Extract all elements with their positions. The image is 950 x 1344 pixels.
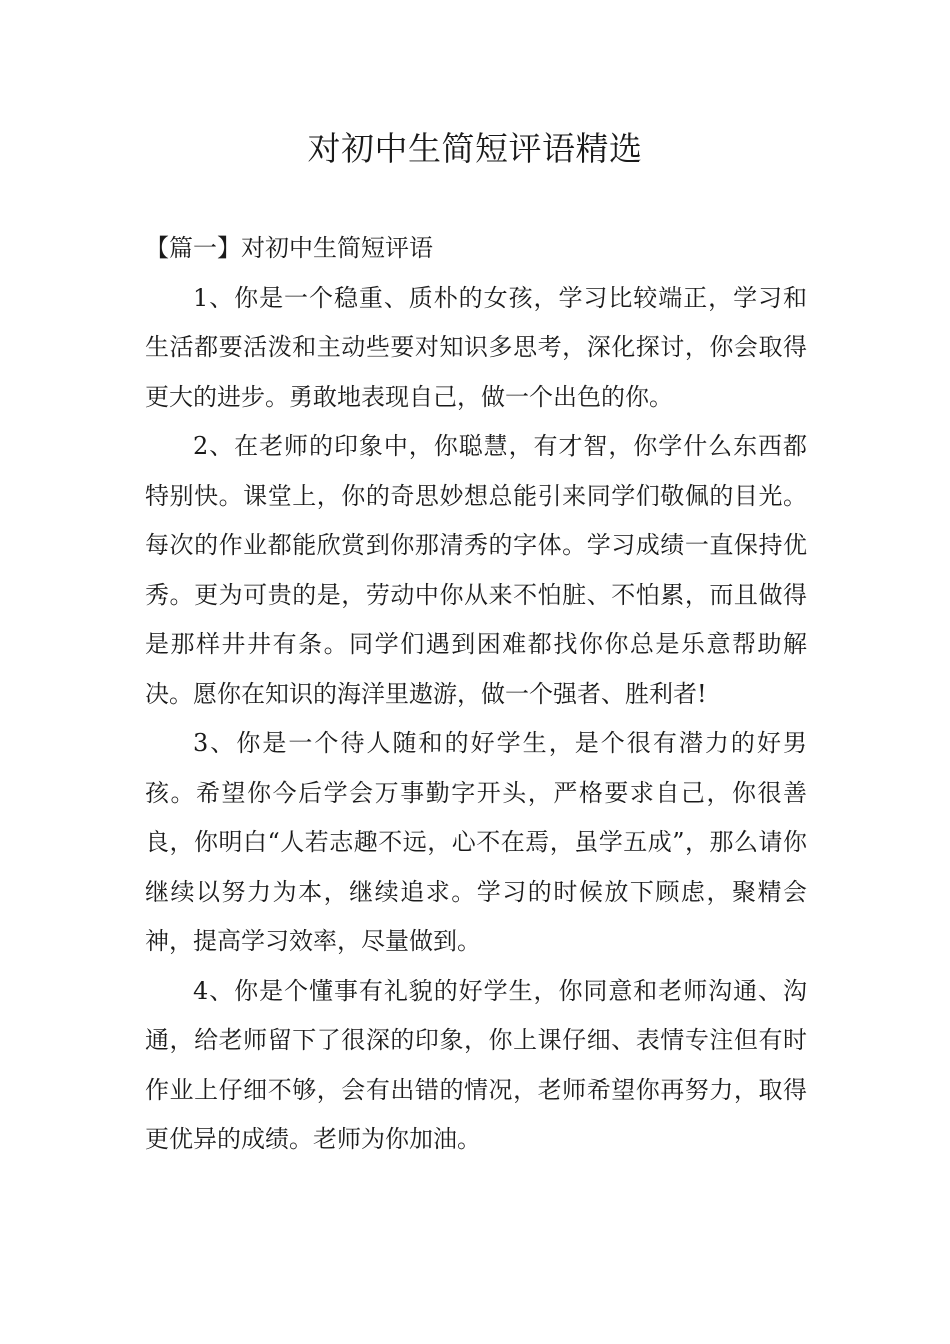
paragraph-2: 2、在老师的印象中，你聪慧，有才智，你学什么东西都特别快。课堂上，你的奇思妙想总能引来同学们敬佩的目光。每次的作业都能欣赏到你那清秀的字体。学习成绩一直保持优秀。更为可贵的是，劳动中你从来不怕脏、不怕累，而且做得是那样井井有条。同学们遇到困难都找你你总是乐意帮助解决。愿你在知识的海洋里遨游，做一个强者、胜利者! [145, 432, 807, 708]
paragraph-3: 3、你是一个待人随和的好学生，是个很有潜力的好男孩。希望你今后学会万事勤字开头，严格要求自己，你很善良，你明白“人若志趣不远，心不在焉，虽学五成”，那么请你继续以努力为本，继续追求。学习的时候放下顾虑，聚精会神，提高学习效率，尽量做到。 [145, 729, 807, 955]
paragraph-4: 4、你是个懂事有礼貌的好学生，你同意和老师沟通、沟通，给老师留下了很深的印象，你上课仔细、表情专注但有时作业上仔细不够，会有出错的情况，老师希望你再努力，取得更优异的成绩。老师为你加油。 [145, 976, 807, 1153]
paragraph-1: 1、你是一个稳重、质朴的女孩，学习比较端正，学习和生活都要活泼和主动些要对知识多思考，深化探讨，你会取得更大的进步。勇敢地表现自己，做一个出色的你。 [145, 283, 807, 411]
section-heading: 【篇一】对初中生简短评语 [145, 234, 433, 262]
document-title: 对初中生简短评语精选 [307, 129, 643, 168]
document-body [145, 224, 807, 1165]
